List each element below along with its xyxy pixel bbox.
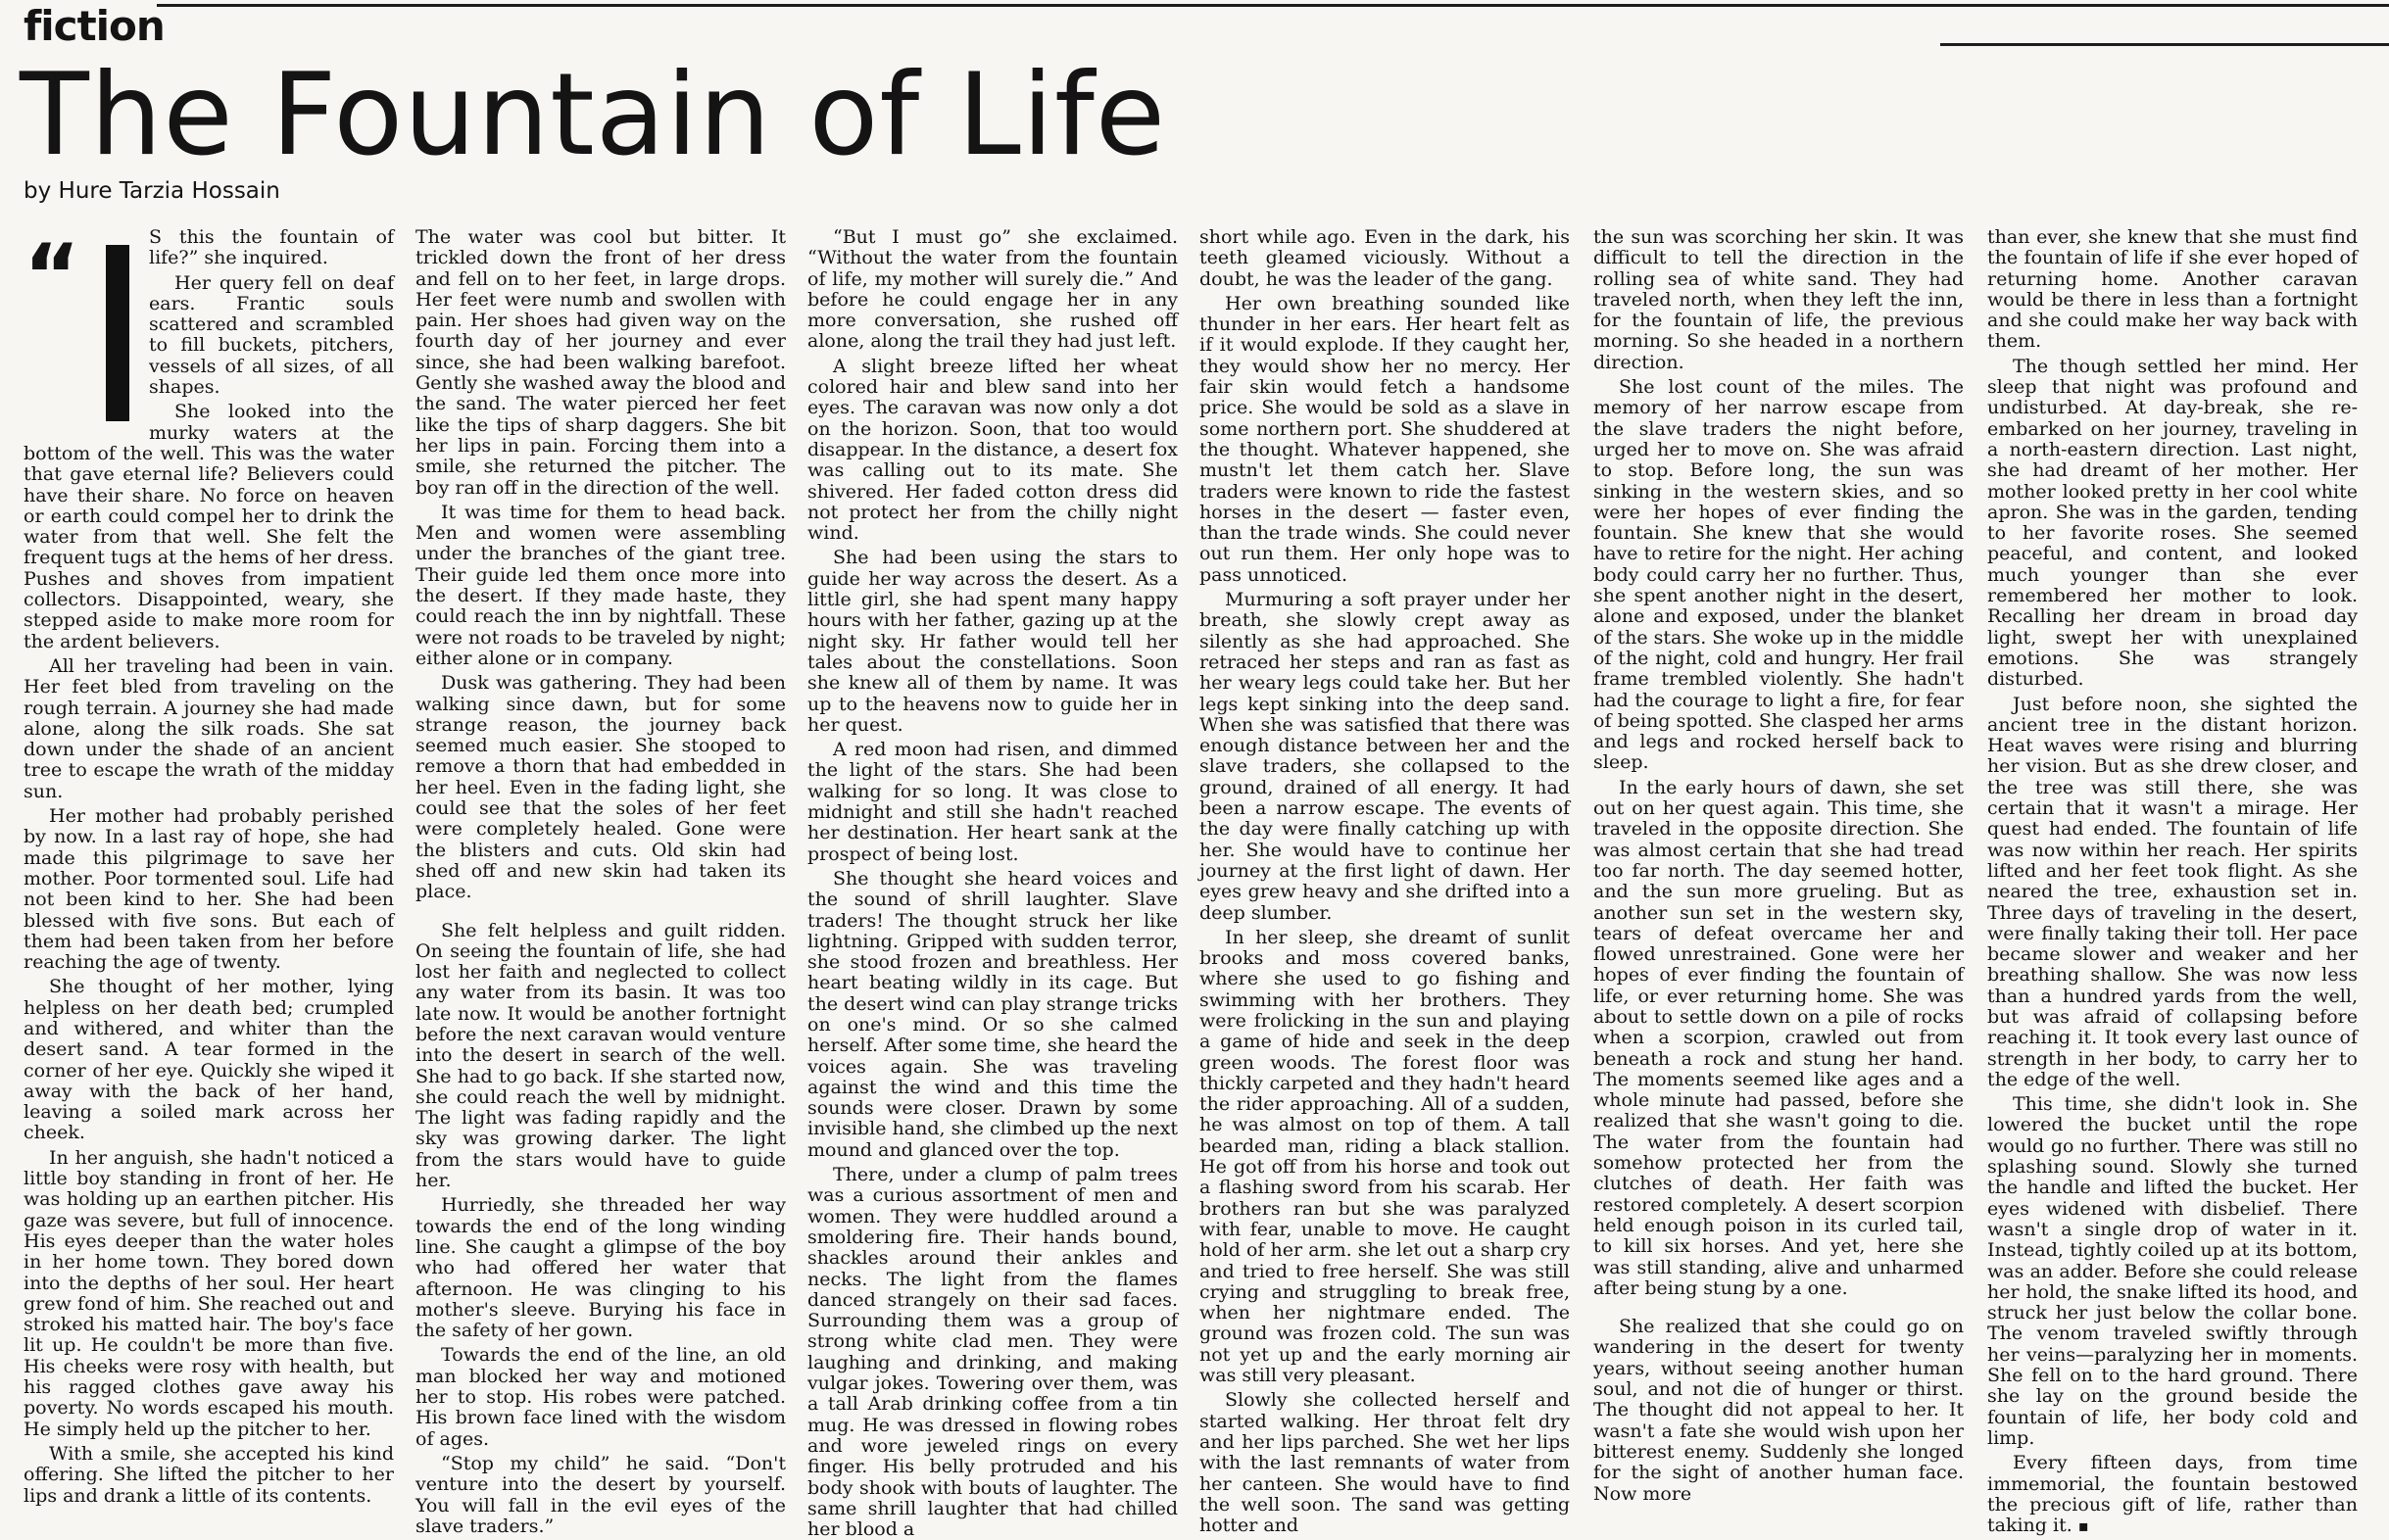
top-rule-right <box>1940 43 2389 46</box>
paragraph: Her mother had probably perished by now. In a last ray of hope, she had made this pilgrimage to save her mother. Poor tormented soul. Life had not been kind to her. She had been blessed with five sons. But each of them had been taken from her before reaching the age of twenty. <box>24 805 394 974</box>
column-3 <box>807 226 1178 1540</box>
paragraph: Just before noon, she sighted the ancient tree in the distant horizon. Heat waves were rising and blurring her vision. But as she drew closer, and the tree was still there, she was certain that it wasn't a mirage. Her quest had ended. The fountain of life was now within her reach. Her spirits lifted and her feet took flight. As she neared the tree, exhaustion set in. Three days of traveling in the desert, were finally taking their toll. Her pace became slower and weaker and her breathing shallow. She was now less than a hundred yards from the well, but was afraid of collapsing before reaching it. It took every last ounce of strength in her body, to carry her to the edge of the well. <box>1987 693 2358 1090</box>
paragraph-final-text: Every fifteen days, from time immemorial, the fountain bestowed the precious gift of life, rather than taking it. <box>1987 1452 2358 1537</box>
column-2 <box>415 226 786 1537</box>
paragraph: The water was cool but bitter. It trickled down the front of her dress and fell on to her feet, in large drops. Her feet were numb and swollen with pain. Her shoes had given way on the fourth day of her journey and ever since, she had been walking barefoot. Gently she washed away the blood and the sand. The water pierced her feet like the tips of sharp daggers. She bit her lips in pain. Forcing them into a smile, she returned the pitcher. The boy ran off in the direction of the well. <box>415 226 786 499</box>
paragraph: In her sleep, she dreamt of sunlit brooks and moss covered banks, where she used to go fishing and swimming with her brothers. They were frolicking in the sun and playing a game of hide and seek in the deep green woods. The forest floor was thickly carpeted and they hadn't heard the rider approaching. All of a sudden, he was almost on top of them. A tall bearded man, riding a black stallion. He got off from his horse and took out a flashing sword from his scarab. Her brothers ran but she was paralyzed with fear, unable to move. He caught hold of her arm. she let out a sharp cry and tried to free herself. She was still crying and struggling to break free, when her nightmare ended. The ground was frozen cold. The sun was not yet up and the early morning air was still very pleasant. <box>1199 926 1570 1387</box>
paragraph: There, under a clump of palm trees was a curious assortment of men and women. They were huddled around a smoldering fire. Their hands bound, shackles around their ankles and necks. The light from the flames danced strangely on their sad faces. Surrounding them was a group of strong white clad men. They were laughing and drinking, and making vulgar jokes. Towering over them, was a tall Arab drinking coffee from a tin mug. He was dressed in flowing robes and wore jeweled rings on every finger. His belly protruded and his body shook with bouts of laughter. The same shrill laughter that had chilled her blood a <box>807 1164 1178 1540</box>
paragraph: S this the fountain of life?” she inquired. <box>149 226 394 269</box>
section-label: fiction <box>24 2 165 50</box>
column-1 <box>24 225 394 1507</box>
paragraph: A slight breeze lifted her wheat colored hair and blew sand into her eyes. The caravan was now only a dot on the horizon. Soon, that too would disappear. In the distance, a desert fox was calling out to its mate. She shivered. Her faded cotton dress did not protect her from the chilly night wind. <box>807 355 1178 545</box>
paragraph: She had been using the stars to guide her way across the desert. As a little girl, she had spent many happy hours with her father, gazing up at the night sky. Hr father would tell her tales about the constellations. Soon she knew all of them by name. It was up to the heavens now to guide her in her quest. <box>807 547 1178 736</box>
paragraph: Her query fell on deaf ears. Frantic souls scattered and scrambled to fill buckets, pitchers, vessels of all sizes, of all shapes. <box>149 271 394 399</box>
column-5 <box>1593 226 1965 1505</box>
drop-cap-letter-i <box>106 245 129 421</box>
paragraph: She thought of her mother, lying helpless on her death bed; crumpled and withered, and whiter than the desert sand. A tear formed in the corner of her eye. Quickly she wiped it away with the back of her hand, leaving a soiled mark across her cheek. <box>24 976 394 1144</box>
paragraph: She lost count of the miles. The memory of her narrow escape from the slave traders the night before, urged her to move on. She was afraid to stop. Before long, the sun was sinking in the western skies, and so were her hopes of ever finding the fountain. She knew that she would have to retire for the night. Her aching body could carry her no further. Thus, she spent another night in the desert, alone and exposed, under the blanket of the stars. She woke up in the middle of the night, cold and hungry. Her frail frame trembled violently. She hadn't had the courage to light a fire, for fear of being spotted. She clasped her arms and legs and rocked herself back to sleep. <box>1593 376 1965 774</box>
paragraph: Murmuring a soft prayer under her breath, she slowly crept away as silently as she had approached. She retraced her steps and ran as fast as her weary legs could take her. But her legs kept sinking into the deep sand. When she was satisfied that there was enough distance between her and the slave traders, she collapsed to the ground, drained of all energy. It had been a narrow escape. The events of the day were finally catching up with her. She would have to continue her journey at the first light of dawn. Her eyes grew heavy and she drifted into a deep slumber. <box>1199 589 1570 924</box>
drop-cap-quote: “ <box>24 225 80 326</box>
paragraph: In the early hours of dawn, she set out on her quest again. This time, she traveled in the opposite direction. She was almost certain that she had tread too far north. The day seemed hotter, and the sun more grueling. But as another sun set in the western sky, tears of defeat overcame her and flowed unrestrained. Gone were her hopes of ever finding the fountain of life, or ever returning home. She was about to settle down on a pile of rocks when a scorpion, crawled out from beneath a rock and stung her hand. The moments seemed like ages and a whole minute had passed, before she realized that she wasn't going to die. The water from the fountain had somehow protected her from the clutches of death. Her faith was restored completely. A desert scorpion held enough poison in its curled tail, to kill six horses. And yet, here she was still standing, alive and unharmed after being stung by a one. <box>1593 776 1964 1299</box>
paragraph: Slowly she collected herself and started walking. Her throat felt dry and her lips parched. She wet her lips with the last remnants of water from her canteen. She would have to find the well soon. The sand was getting hotter and <box>1199 1389 1570 1537</box>
paragraph: than ever, she knew that she must find the fountain of life if she ever hoped of returning home. Another caravan would be there in less than a fortnight and she could make her way back with them. <box>1987 226 2358 353</box>
paragraph: Her own breathing sounded like thunder in her ears. Her heart felt as if it would explode. If they caught her, they would show her no mercy. Her fair skin would fetch a handsome price. She would be sold as a slave in some northern port. She shuddered at the thought. Whatever happened, she mustn't let them catch her. Slave traders were known to ride the fastest horses in the desert — faster even, than the trade winds. She could never out run them. Her only hope was to pass unnoticed. <box>1199 292 1570 586</box>
paragraph: All her traveling had been in vain. Her feet bled from traveling on the rough terrain. A journey she had made alone, along the silk roads. She sat down under the shade of an ancient tree to escape the wrath of the midday sun. <box>24 654 394 802</box>
paragraph-final <box>1987 1453 2358 1536</box>
paragraph: Dusk was gathering. They had been walking since dawn, but for some strange reason, the journey back seemed much easier. She stooped to remove a thorn that had embedded in her heel. Even in the fading light, she could see that the soles of her feet were completely healed. Gone were the blisters and cuts. Old skin had shed off and new skin had taken its place. <box>415 672 786 903</box>
drop-cap <box>24 225 139 423</box>
paragraph: This time, she didn't look in. She lowered the bucket until the rope would go no further. There was still no splashing sound. Slowly she turned the handle and lifted the bucket. Her eyes widened with disbelief. There wasn't a single drop of water in it. Instead, tightly coiled up at its bottom, was an adder. Before she could release her hold, the snake lifted its hood, and struck her just below the collar bone. The venom traveled swiftly through her veins—paralyzing her in moments. She fell on to the hard ground. There she lay on the ground beside the fountain of life, her body cold and limp. <box>1987 1093 2358 1449</box>
byline: by Hure Tarzia Hossain <box>24 178 280 204</box>
paragraph: With a smile, she accepted his kind offering. She lifted the pitcher to her lips and drank a little of its contents. <box>24 1442 394 1507</box>
paragraph: “Stop my child” he said. “Don't venture into the desert by yourself. You will fall in the evil eyes of the slave traders.” <box>415 1452 786 1537</box>
paragraph: “But I must go” she exclaimed. “Without the water from the fountain of life, my mother will surely die.” And before he could engage her in any more conversation, she rushed off alone, along the trail they had just left. <box>807 226 1178 353</box>
paragraph: A red moon had risen, and dimmed the light of the stars. She had been walking for so long. It was close to midnight and still she hadn't reached her destination. Her heart sank at the prospect of being lost. <box>807 739 1178 865</box>
paragraph: It was time for them to head back. Men and women were assembling under the branches of the giant tree. Their guide led them once more into the desert. If they made haste, they could reach the inn by nightfall. These were not roads to be traveled by night; either alone or in company. <box>415 501 786 669</box>
paragraph: She felt helpless and guilt ridden. On seeing the fountain of life, she had lost her faith and neglected to collect any water from its basin. It was too late now. It would be another fortnight before the next caravan would venture into the desert in search of the well. She had to go back. If she started now, she could reach the well by midnight. The light was fading rapidly and the sky was growing darker. The light from the stars would have to guide her. <box>415 919 786 1192</box>
paragraph: She looked into the murky waters at the bottom of the well. This was the water that gave eternal life? Believers could have their share. No force on heaven or earth could compel her to drink the water from that well. She felt the frequent tugs at the hems of her dress. Pushes and shoves from impatient collectors. Disappointed, weary, she stepped aside to make more room for the ardent believers. <box>24 401 394 652</box>
paragraph: The though settled her mind. Her sleep that night was profound and undisturbed. At day-break, she re-embarked on her journey, traveling in a north-eastern direction. Last night, she had dreamt of her mother. Her mother looked pretty in her cool white apron. She was in the garden, tending to her favorite roses. She seemed peaceful, and content, and looked much younger than she ever remembered her mother to look. Recalling her dream in broad day light, swept her with unexplained emotions. She was strangely disturbed. <box>1987 355 2358 691</box>
paragraph: short while ago. Even in the dark, his teeth gleamed viciously. Without a doubt, he was the leader of the gang. <box>1199 226 1570 290</box>
column-4 <box>1199 226 1570 1537</box>
headline: The Fountain of Life <box>20 49 1167 181</box>
paragraph: the sun was scorching her skin. It was difficult to tell the direction in the rolling sea of white sand. They had traveled north, when they left the inn, for the fountain of life, the previous morning. So she headed in a northern direction. <box>1593 226 1964 373</box>
column-6 <box>1987 226 2358 1537</box>
paragraph: In her anguish, she hadn't noticed a little boy standing in front of her. He was holding up an earthen pitcher. His gaze was severe, but full of innocence. His eyes deeper than the water holes in her home town. They bored down into the depths of her soul. Her heart grew fond of him. She reached out and stroked his matted hair. The boy's face lit up. He couldn't be more than five. His cheeks were rosy with health, but his ragged clothes gave away his poverty. No words escaped his mouth. He simply held up the pitcher to her. <box>24 1146 394 1440</box>
end-mark: ▪ <box>2077 1516 2089 1536</box>
paragraph: Hurriedly, she threaded her way towards the end of the long winding line. She caught a glimpse of the boy who had offered her water that afternoon. He was clinging to his mother's sleeve. Burying his face in the safety of her gown. <box>415 1194 786 1342</box>
top-rule <box>157 4 2389 7</box>
paragraph: Towards the end of the line, an old man blocked her way and motioned her to stop. His robes were patched. His brown face lined with the wisdom of ages. <box>415 1344 786 1450</box>
paragraph: She realized that she could go on wandering in the desert for twenty years, without seeing another human soul, and not die of hunger or thirst. The thought did not appeal to her. It wasn't a fate she would wish upon her bitterest enemy. Suddenly she longed for the sight of another human face. Now more <box>1593 1316 1964 1505</box>
paragraph: She thought she heard voices and the sound of shrill laughter. Slave traders! The thought struck her like lightning. Gripped with sudden terror, she stood frozen and breathless. Her heart beating wildly in its cage. But the desert wind can play strange tricks on one's mind. Or so she calmed herself. After some time, she heard the voices again. She was traveling against the wind and this time the sounds were closer. Drawn by some invisible hand, she climbed up the next mound and glanced over the top. <box>807 867 1178 1161</box>
